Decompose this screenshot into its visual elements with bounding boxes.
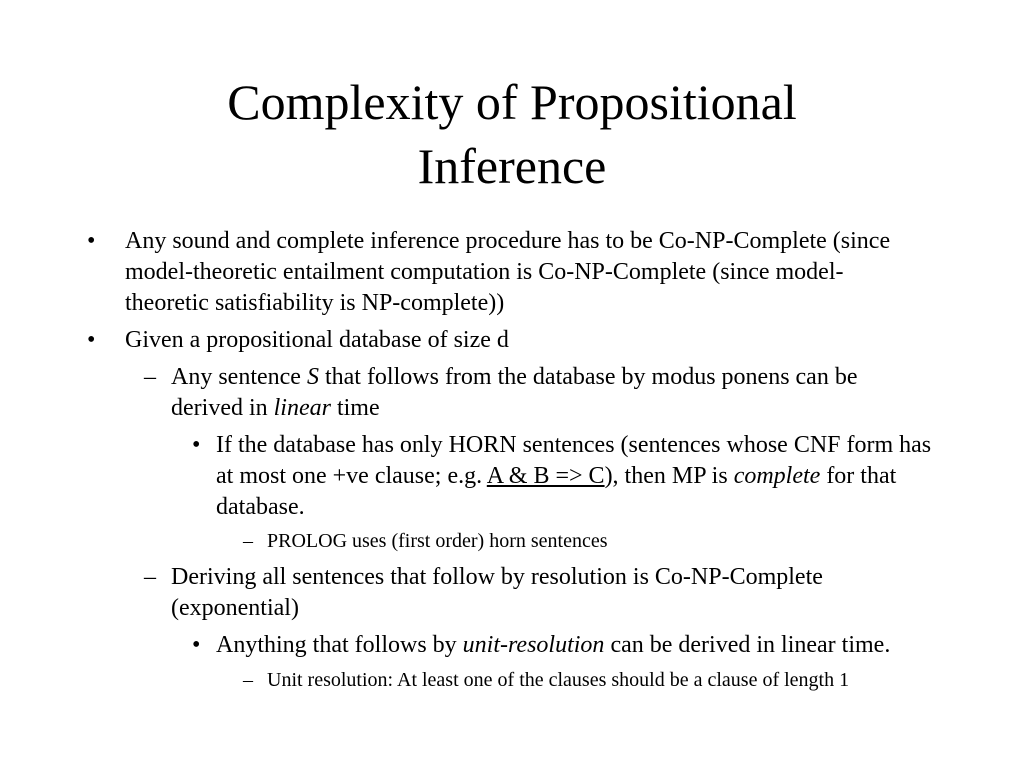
slide-title-line-1: Complexity of Propositional: [227, 74, 797, 130]
subbullet-text: [216, 630, 936, 661]
text-segment: time: [330, 395, 380, 421]
bullet-dot-icon: •: [87, 327, 96, 353]
bullet-text: Any sound and complete inference procedure has to be Co-NP-Complete (since model-theoretic entailment computation is Co-NP-Complete (since model-theoretic satisfiability is NP-complete)): [125, 228, 891, 316]
subbullet-prolog: [0, 528, 1024, 554]
italic-unit-resolution: unit-resolution: [462, 632, 605, 658]
subbullet-resolution: [0, 562, 1024, 624]
underlined-horn-example: A & B => C: [486, 463, 605, 489]
slide-body: [0, 226, 1024, 693]
slide-title: [0, 70, 1024, 198]
subbullet-horn-sentences: [0, 430, 1024, 523]
bullet-sound-complete-inference: [0, 226, 1024, 319]
subbullet-text: PROLOG uses (first order) horn sentences: [267, 530, 608, 552]
text-segment: for that database.: [216, 463, 897, 520]
bullet-dot-icon: •: [192, 432, 201, 458]
dash-icon: –: [243, 669, 253, 691]
subbullet-text: [171, 362, 931, 424]
subbullet-text: Deriving all sentences that follow by resolution is Co-NP-Complete (exponential): [171, 564, 823, 621]
dash-icon: –: [144, 564, 156, 590]
text-segment: ), then MP is: [604, 463, 734, 489]
subbullet-unit-resolution: [0, 630, 1024, 661]
bullet-propositional-database: [0, 325, 1024, 356]
text-segment: Anything that follows by: [216, 632, 463, 658]
bullet-dot-icon: •: [87, 228, 96, 254]
italic-linear: linear: [273, 395, 331, 421]
text-segment: can be derived in linear time.: [604, 632, 891, 658]
text-segment: that follows from the database by modus ponens can be derived in: [171, 364, 858, 421]
dash-icon: –: [243, 530, 253, 552]
slide-title-line-2: Inference: [417, 138, 607, 194]
subbullet-text: [216, 430, 936, 523]
text-segment: Any sentence: [171, 364, 307, 390]
subbullet-text: Unit resolution: At least one of the clauses should be a clause of length 1: [267, 669, 850, 691]
italic-complete: complete: [733, 463, 821, 489]
subbullet-modus-ponens: [0, 362, 1024, 424]
text-segment: If the database has only HORN sentences (sentences whose CNF form has at most one +ve clause; e.g.: [216, 432, 932, 489]
dash-icon: –: [144, 364, 156, 390]
bullet-dot-icon: •: [192, 632, 201, 658]
italic-sentence-s: S: [306, 364, 319, 390]
subbullet-unit-resolution-definition: [0, 667, 1024, 693]
bullet-text: Given a propositional database of size d: [125, 327, 509, 353]
